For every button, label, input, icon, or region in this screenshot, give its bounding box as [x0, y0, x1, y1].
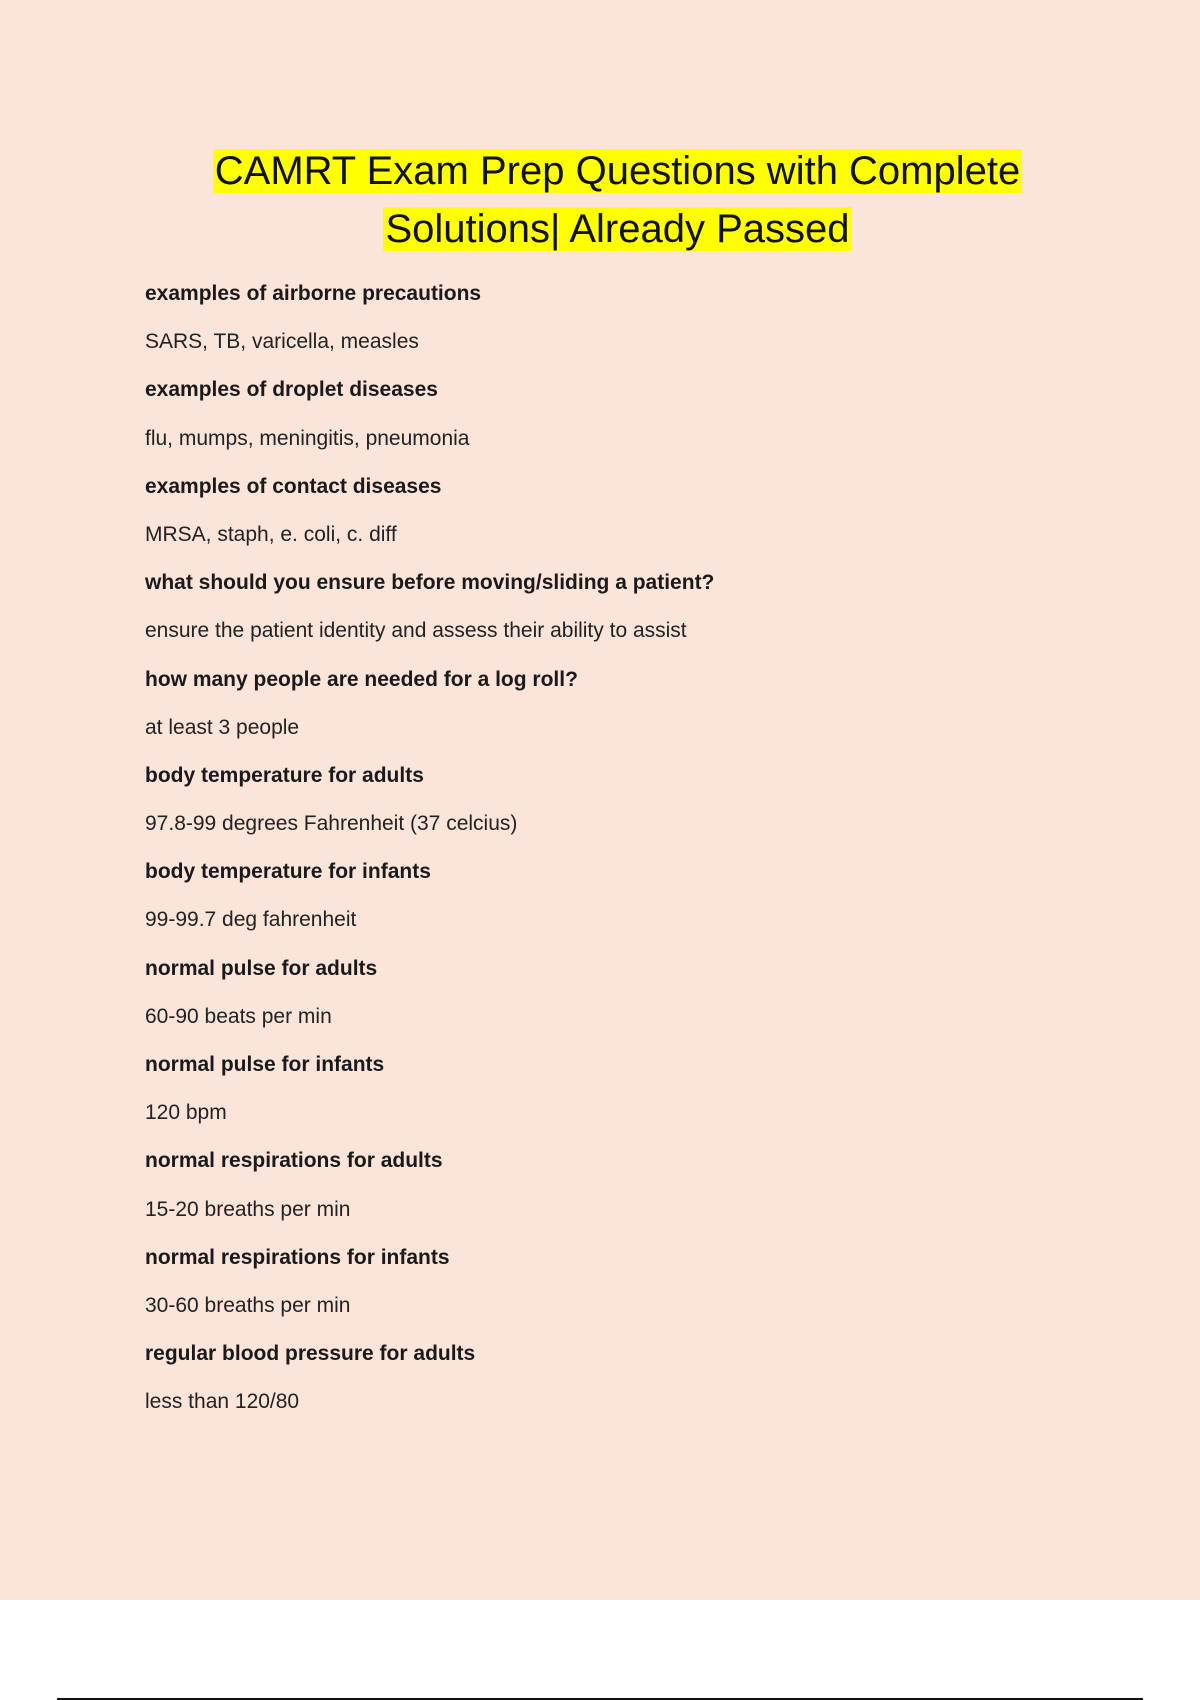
question: regular blood pressure for adults: [145, 1342, 476, 1366]
answer: 15-20 breaths per min: [145, 1197, 351, 1221]
answer: 120 bpm: [145, 1101, 227, 1125]
answer: 97.8-99 degrees Fahrenheit (37 celcius): [145, 812, 518, 836]
answer: 30-60 breaths per min: [145, 1293, 351, 1317]
answer: flu, mumps, meningitis, pneumonia: [145, 426, 470, 450]
title-line-1: CAMRT Exam Prep Questions with Complete: [214, 149, 1021, 193]
answer: MRSA, staph, e. coli, c. diff: [145, 522, 397, 546]
question: normal respirations for infants: [145, 1245, 450, 1269]
answer: ensure the patient identity and assess their ability to assist: [145, 619, 687, 643]
question: body temperature for infants: [145, 860, 431, 884]
question: normal pulse for infants: [145, 1053, 385, 1076]
question: normal pulse for adults: [145, 956, 378, 980]
qa-list: [145, 277, 1145, 1434]
question: what should you ensure before moving/sliding a patient?: [145, 571, 715, 595]
answer: 60-90 beats per min: [145, 1004, 332, 1028]
answer: SARS, TB, varicella, measles: [145, 330, 419, 354]
question: examples of contact diseases: [145, 474, 442, 498]
question: normal respirations for adults: [145, 1149, 443, 1173]
answer: 99-99.7 deg fahrenheit: [145, 908, 357, 932]
answer: at least 3 people: [145, 715, 300, 739]
title-line-2: Solutions| Already Passed: [385, 207, 850, 251]
question: body temperature for adults: [145, 763, 424, 787]
question: how many people are needed for a log roll?: [145, 667, 578, 691]
question: examples of droplet diseases: [145, 378, 438, 402]
question: examples of airborne precautions: [145, 282, 482, 305]
document-title: [0, 142, 1200, 258]
answer: less than 120/80: [145, 1390, 300, 1414]
